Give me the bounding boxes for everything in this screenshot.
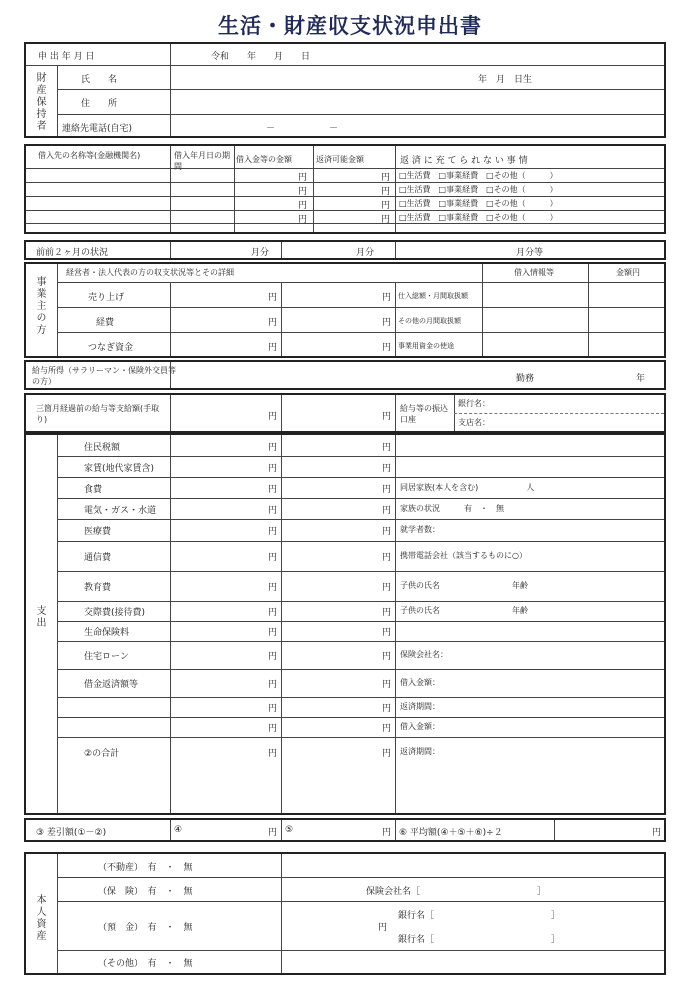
business-col-amount: 金額円 <box>616 268 640 277</box>
period-month-3: 月分等 <box>516 248 544 258</box>
debt-col-amount: 借入金等の金額 <box>236 155 292 164</box>
expense-note[interactable]: 携帯電話会社（該当するものに○） <box>400 551 527 560</box>
name-age: 年 月 日生 <box>478 75 533 85</box>
phone-value[interactable]: － － <box>266 124 339 134</box>
applicant-block <box>24 42 666 138</box>
asset-insurance[interactable]: （保 険） 有 ・ 無 <box>98 887 193 897</box>
asset-deposit[interactable]: （預 金） 有 ・ 無 <box>98 923 193 933</box>
expense-note[interactable]: 就学者数： <box>400 525 440 534</box>
balance-diff-label: ③ 差引額(①－②) <box>36 828 107 838</box>
salary-years: 年 <box>636 374 646 384</box>
bank-box-label: 給与等の振込口座 <box>400 404 448 424</box>
page-title: 生活・財産収支状況申出書 <box>218 14 482 38</box>
applicant-side-label: 財産保持者 <box>34 72 45 132</box>
expense-note[interactable]: 保険会社名： <box>400 650 448 659</box>
expense-item-label: 教育費 <box>84 583 112 593</box>
expense-item-label: 食費 <box>84 484 103 495</box>
period-label: 前前２ヶ月の状況 <box>36 248 109 258</box>
salary-label: 給与所得（サラリーマン・保険外交員等の方） <box>32 366 176 386</box>
business-col-loan: 借入情報等 <box>514 268 554 277</box>
address-label: 住 所 <box>81 99 118 109</box>
period-month-2: 月分 <box>356 248 375 258</box>
expense-item-label: 通信費 <box>84 553 112 563</box>
debt-col-repay: 返済可能金額 <box>316 155 364 164</box>
business-expenses: 経費 <box>96 318 115 328</box>
expense-item-label: 住宅ローン <box>84 652 129 662</box>
expense-item-label: 生命保険料 <box>84 628 130 638</box>
salary-row <box>24 360 666 390</box>
period-month-1: 月分 <box>251 248 270 258</box>
debt-col-reason: 返 済 に 充 て ら れ な い 事 情 <box>400 156 528 166</box>
deposit-bank-2[interactable]: 銀行名［ ］ <box>398 935 561 945</box>
balance-row: ③ 差引額(①－②) ④ 円 ⑤ 円 ⑥ 平均額(④＋⑤＋⑥)÷２ 円 <box>24 818 666 842</box>
expense-item-label: 借金返済額等 <box>84 680 139 690</box>
business-header: 経営者・法人代表の方の収支状況等とその詳細 <box>66 268 234 277</box>
business-sales: 売り上げ <box>88 293 125 303</box>
expense-note[interactable]: 借入金額： <box>400 678 440 687</box>
business-block: 事業主の方 経営者・法人代表の方の収支状況等とその詳細 借入情報等 金額円 売り上げ 円 円 仕入総額・月間取扱額 経費 円 円 その他の月間取扱額 つなぎ資金 円 円 事業用資金の使途 <box>24 262 666 358</box>
name-label: 氏 名 <box>81 75 118 85</box>
balance-avg-label: ⑥ 平均額(④＋⑤＋⑥)÷２ <box>399 828 503 838</box>
three-month-row: 三箇月経過前の給与等支給額(手取り) 円 円 給与等の振込口座 銀行名： 支店名： <box>24 393 666 433</box>
expense-item-label: 電気・ガス・水道 <box>84 505 157 516</box>
deposit-bank-1[interactable]: 銀行名［ ］ <box>398 911 561 921</box>
expense-item-label: 住民税額 <box>84 442 121 453</box>
debt-col-lender: 借入先の名称等(金融機関名) <box>38 151 141 160</box>
expense-note[interactable]: 子供の氏名 年齢 <box>400 581 528 590</box>
phone-label: 連絡先電話(自宅) <box>62 124 133 134</box>
debt-block: 借入先の名称等(金融機関名) 借入年月日の期間 借入金等の金額 返済可能金額 返 済 に 充 て ら れ な い 事 情 円 円 □生活費 □事業経費 □その他（ ） 円 円 □生活費 □事業経費 □その他（ ） 円 円 □生活費 □事業経費 □その他（ ） 円 円 □生活費 □事業経費 □その他（ ） <box>24 144 666 234</box>
asset-other[interactable]: （その他） 有 ・ 無 <box>98 959 193 969</box>
branch-name[interactable]: 支店名： <box>458 418 490 427</box>
date-label: 申 出 年 月 日 <box>38 52 95 62</box>
debt-col-period: 借入年月日の期間 <box>174 151 230 171</box>
expense-note[interactable]: 返済期間： <box>400 747 440 756</box>
assets-block: 本人資産 （不動産） 有 ・ 無 （保 険） 有 ・ 無 保険会社名［ ］ （預 金） 有 ・ 無 円 銀行名［ ］ 銀行名［ ］ （その他） 有 ・ 無 <box>24 852 666 975</box>
assets-side-label: 本人資産 <box>34 894 45 942</box>
asset-realestate[interactable]: （不動産） 有 ・ 無 <box>98 863 193 873</box>
expense-item-label: 交際費(接待費) <box>84 608 146 618</box>
expense-note[interactable]: 家族の状況 有 ・ 無 <box>400 503 504 513</box>
expense-note[interactable]: 借入金額： <box>400 722 440 731</box>
expenses-block: 支出 住民税額 円 円 家賃(地代家賃含) 円 円 食費 円 円 同居家族(本人を含む) 人 電気・ガス・水道 円 円 家族の状況 有 ・ 無 医療費 円 円 就学者数： 通信費 円 円 携帯電話会社（該当するものに○） 教育費 円 円 子供の氏名 年齢 交際費(接待費) 円 円 子供の氏名 年齢 生命保険料 円 円 住宅ローン 円 円 保険会社名： 借金返済額等 円 円 借入金額： 円 円 返済期間： 円 円 借入金額： ②の合計 円 円 返済期間： <box>24 433 666 815</box>
business-bridge-funds: つなぎ資金 <box>88 343 134 353</box>
salary-employment: 勤務 <box>516 374 535 384</box>
expense-note[interactable]: 子供の氏名 年齢 <box>400 606 528 615</box>
expense-item-label: ②の合計 <box>84 749 120 759</box>
expense-item-label: 医療費 <box>84 527 112 537</box>
business-side-label: 事業主の方 <box>34 276 45 336</box>
expense-note[interactable]: 同居家族(本人を含む) 人 <box>400 482 535 492</box>
expense-note[interactable]: 返済期間： <box>400 702 440 711</box>
period-row <box>24 240 666 260</box>
expenses-side-label: 支出 <box>34 605 45 629</box>
date-value[interactable]: 令和 年 月 日 <box>211 52 311 62</box>
bank-name[interactable]: 銀行名： <box>458 399 490 408</box>
three-month-label: 三箇月経過前の給与等支給額(手取り) <box>36 404 160 424</box>
insurance-company[interactable]: 保険会社名［ ］ <box>366 887 547 897</box>
expense-item-label: 家賃(地代家賃含) <box>84 463 155 474</box>
